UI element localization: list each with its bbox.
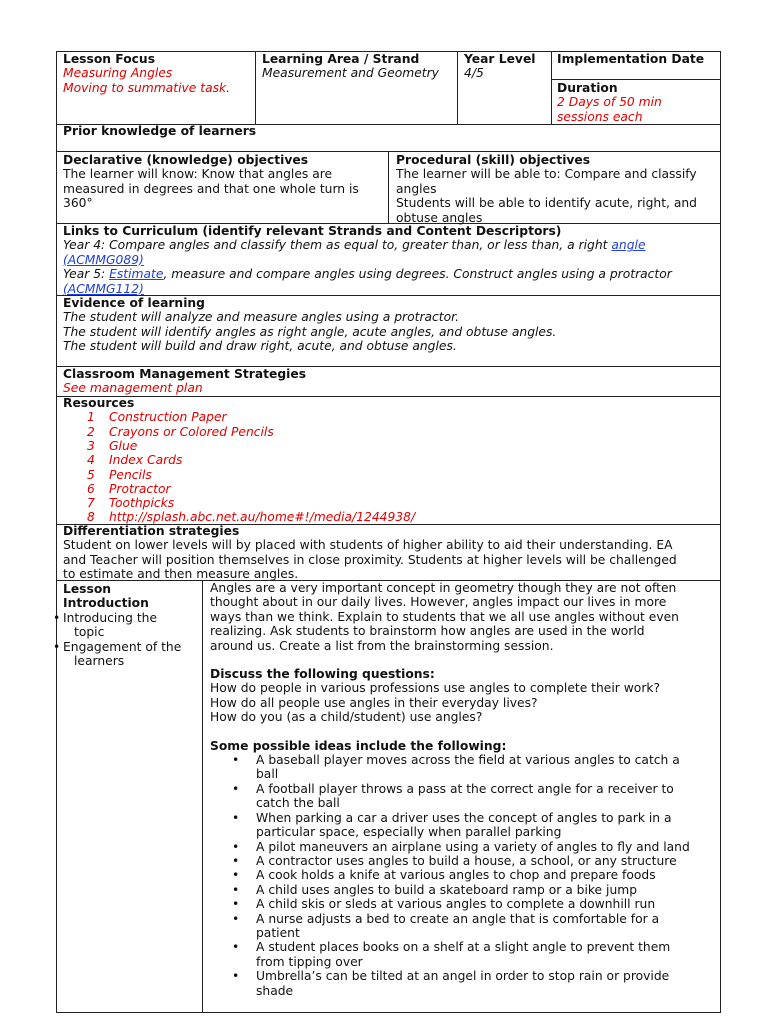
learning-area-label: Learning Area / Strand bbox=[262, 52, 420, 66]
evidence-label: Evidence of learning bbox=[63, 296, 205, 310]
resource-num: 8 bbox=[87, 510, 95, 525]
resource-item bbox=[63, 425, 415, 439]
resource-num: 2 bbox=[87, 424, 95, 439]
procedural-objectives-line: Students will be able to identify acute, right, and bbox=[396, 196, 697, 211]
procedural-objectives-label: Procedural (skill) objectives bbox=[396, 153, 591, 167]
resources-label: Resources bbox=[63, 396, 135, 410]
procedural-objectives-line: The learner will be able to: Compare and classify bbox=[396, 167, 697, 182]
resource-item bbox=[63, 453, 415, 467]
duration-value: sessions each bbox=[557, 109, 643, 124]
procedural-objectives-cell bbox=[396, 153, 697, 225]
idea-item bbox=[210, 940, 690, 969]
idea-item bbox=[210, 912, 690, 941]
idea-item bbox=[210, 897, 690, 911]
curriculum-year5 bbox=[63, 267, 672, 281]
classroom-cell bbox=[63, 367, 306, 396]
year-level-value: 4/5 bbox=[464, 66, 484, 81]
differentiation-line: and Teacher will position themselves in close proximity. Students at higher levels will be challenged bbox=[63, 552, 677, 567]
rule bbox=[388, 151, 389, 223]
idea-item bbox=[210, 782, 690, 811]
declarative-objectives-line: measured in degrees and that one whole turn is bbox=[63, 181, 359, 196]
procedural-objectives-line: obtuse angles bbox=[396, 210, 483, 225]
resource-text: Pencils bbox=[109, 467, 152, 482]
prior-knowledge-label: Prior knowledge of learners bbox=[63, 124, 257, 138]
implementation-date-label: Implementation Date bbox=[557, 52, 705, 66]
rule bbox=[202, 580, 203, 1013]
idea-line: • A baseball player moves across the field at various angles to catch a bbox=[256, 753, 680, 768]
side-bullet-text: learners bbox=[74, 654, 125, 669]
acmmg112-link[interactable]: (ACMMG112) bbox=[63, 281, 144, 296]
curriculum-year5-text: , measure and compare angles using degrees. Construct angles using a protractor bbox=[163, 267, 672, 282]
curriculum-year5-prefix: Year 5: bbox=[63, 267, 110, 282]
intro-line: Angles are a very important concept in geometry though they are not often bbox=[210, 581, 677, 595]
idea-line: ball bbox=[256, 767, 279, 782]
evidence-cell bbox=[63, 296, 556, 354]
question-line: How do people in various professions use angles to complete their work? bbox=[210, 681, 661, 696]
resource-item bbox=[63, 496, 415, 510]
resource-item bbox=[63, 410, 415, 424]
resource-text: Construction Paper bbox=[109, 410, 227, 425]
idea-line: particular space, especially when parallel parking bbox=[256, 825, 562, 840]
resource-text: Glue bbox=[109, 439, 138, 453]
side-bullet-text: Engagement of the bbox=[63, 639, 182, 654]
lesson-intro-content bbox=[210, 581, 690, 998]
resource-num: 1 bbox=[87, 410, 95, 425]
question-line: How do you (as a child/student) use angles? bbox=[210, 710, 483, 725]
side-bullet-text: topic bbox=[74, 625, 105, 640]
duration-label: Duration bbox=[557, 81, 618, 95]
differentiation-cell bbox=[63, 524, 677, 582]
idea-line: • A student places books on a shelf at a slight angle to prevent them bbox=[256, 940, 671, 955]
classroom-label: Classroom Management Strategies bbox=[63, 367, 307, 381]
rule bbox=[457, 51, 458, 124]
idea-item bbox=[210, 854, 690, 868]
ideas-label: Some possible ideas include the following: bbox=[210, 738, 507, 753]
procedural-objectives-line: angles bbox=[396, 181, 437, 196]
idea-item bbox=[210, 868, 690, 882]
idea-item bbox=[210, 883, 690, 897]
lesson-focus-value: Moving to summative task. bbox=[63, 80, 231, 95]
rule bbox=[552, 79, 721, 80]
resource-item bbox=[63, 439, 415, 453]
idea-item bbox=[210, 753, 690, 782]
estimate-link[interactable]: Estimate bbox=[109, 267, 164, 282]
intro-line: thought about in our daily lives. However, angles impact our lives in more bbox=[210, 595, 667, 610]
idea-line: • A pilot maneuvers an airplane using a variety of angles to fly and land bbox=[256, 839, 690, 854]
angle-link[interactable]: angle bbox=[611, 238, 646, 253]
resources-list bbox=[63, 410, 415, 524]
lesson-focus-value: Measuring Angles bbox=[63, 66, 173, 81]
rule bbox=[551, 51, 552, 124]
declarative-objectives-line: The learner will know: Know that angles are bbox=[63, 167, 333, 182]
learning-area-value: Measurement and Geometry bbox=[262, 66, 439, 81]
intro-line: ways than we think. Explain to students that we all use angles without even bbox=[210, 609, 679, 624]
curriculum-year4 bbox=[63, 238, 672, 252]
differentiation-line: Student on lower levels will by placed with students of higher ability to aid their understanding. EA bbox=[63, 538, 673, 553]
idea-line: • When parking a car a driver uses the concept of angles to park in a bbox=[256, 810, 672, 825]
side-bullet-text: Introducing the bbox=[63, 610, 158, 625]
idea-line: • Umbrella’s can be tilted at an angel in order to stop rain or provide bbox=[256, 969, 670, 984]
resource-num: 3 bbox=[87, 439, 95, 453]
resource-item bbox=[63, 468, 415, 482]
idea-line: • A contractor uses angles to build a house, a school, or any structure bbox=[256, 853, 677, 868]
resources-cell bbox=[63, 396, 415, 525]
resource-item bbox=[63, 482, 415, 496]
intro-line: around us. Create a list from the brainstorming session. bbox=[210, 638, 554, 653]
resource-text: Index Cards bbox=[109, 453, 183, 468]
discuss-label: Discuss the following questions: bbox=[210, 667, 435, 682]
resource-text: Protractor bbox=[109, 481, 171, 496]
learning-area-cell bbox=[262, 52, 439, 81]
evidence-line: The student will analyze and measure angles using a protractor. bbox=[63, 310, 459, 325]
idea-item bbox=[210, 811, 690, 840]
resource-text: Crayons or Colored Pencils bbox=[109, 424, 274, 439]
curriculum-year4-text: Year 4: Compare angles and classify them as equal to, greater than, or less than, a right bbox=[63, 238, 612, 253]
idea-line: • A nurse adjusts a bed to create an angle that is comfortable for a bbox=[256, 911, 660, 926]
acmmg089-link[interactable]: (ACMMG089) bbox=[63, 252, 144, 267]
resource-num: 4 bbox=[87, 453, 95, 468]
bullet-icon: • bbox=[53, 610, 61, 625]
resource-num: 7 bbox=[87, 496, 95, 511]
declarative-objectives-cell bbox=[63, 153, 359, 211]
idea-line: • A child uses angles to build a skateboard ramp or a bike jump bbox=[256, 882, 638, 897]
lesson-focus-cell bbox=[63, 52, 230, 95]
declarative-objectives-line: 360° bbox=[63, 196, 93, 211]
duration-cell bbox=[557, 81, 662, 124]
differentiation-label: Differentiation strategies bbox=[63, 524, 240, 538]
idea-line: catch the ball bbox=[256, 796, 340, 811]
question-line: How do all people use angles in their everyday lives? bbox=[210, 695, 538, 710]
curriculum-label: Links to Curriculum (identify relevant Strands and Content Descriptors) bbox=[63, 224, 562, 238]
evidence-line: The student will build and draw right, acute, and obtuse angles. bbox=[63, 339, 457, 354]
evidence-line: The student will identify angles as right angle, acute angles, and obtuse angles. bbox=[63, 324, 557, 339]
classroom-value: See management plan bbox=[63, 381, 203, 396]
lesson-label: Lesson bbox=[63, 582, 112, 596]
lesson-label: Introduction bbox=[63, 596, 149, 611]
idea-line: from tipping over bbox=[256, 954, 363, 969]
idea-line: • A child skis or sleds at various angles to complete a downhill run bbox=[256, 897, 656, 912]
resource-link[interactable]: http://splash.abc.net.au/home#!/media/1244938/ bbox=[109, 510, 416, 525]
lesson-focus-label: Lesson Focus bbox=[63, 52, 156, 66]
resource-item bbox=[63, 510, 415, 524]
implementation-date-cell bbox=[557, 52, 704, 66]
intro-line: realizing. Ask students to brainstorm how angles are used in the world bbox=[210, 624, 645, 639]
resource-text: Toothpicks bbox=[109, 496, 175, 511]
idea-line: patient bbox=[256, 925, 300, 940]
idea-item bbox=[210, 969, 690, 998]
curriculum-cell bbox=[63, 224, 672, 296]
side-bullet-item bbox=[53, 639, 182, 669]
side-bullet-item bbox=[53, 610, 181, 640]
year-level-cell bbox=[464, 52, 536, 81]
idea-item bbox=[210, 840, 690, 854]
resource-num: 5 bbox=[87, 467, 95, 482]
differentiation-line: to estimate and then measure angles. bbox=[63, 567, 299, 582]
year-level-label: Year Level bbox=[464, 52, 536, 66]
declarative-objectives-label: Declarative (knowledge) objectives bbox=[63, 153, 309, 167]
ideas-list bbox=[210, 753, 690, 998]
idea-line: • A football player throws a pass at the correct angle for a receiver to bbox=[256, 781, 674, 796]
idea-line: • A cook holds a knife at various angles to chop and prepare foods bbox=[256, 868, 656, 883]
idea-line: shade bbox=[256, 983, 294, 998]
duration-value: 2 Days of 50 min bbox=[557, 95, 662, 110]
lesson-intro-label-cell bbox=[53, 582, 182, 669]
resource-num: 6 bbox=[87, 481, 95, 496]
bullet-icon: • bbox=[53, 639, 61, 654]
rule bbox=[255, 51, 256, 124]
